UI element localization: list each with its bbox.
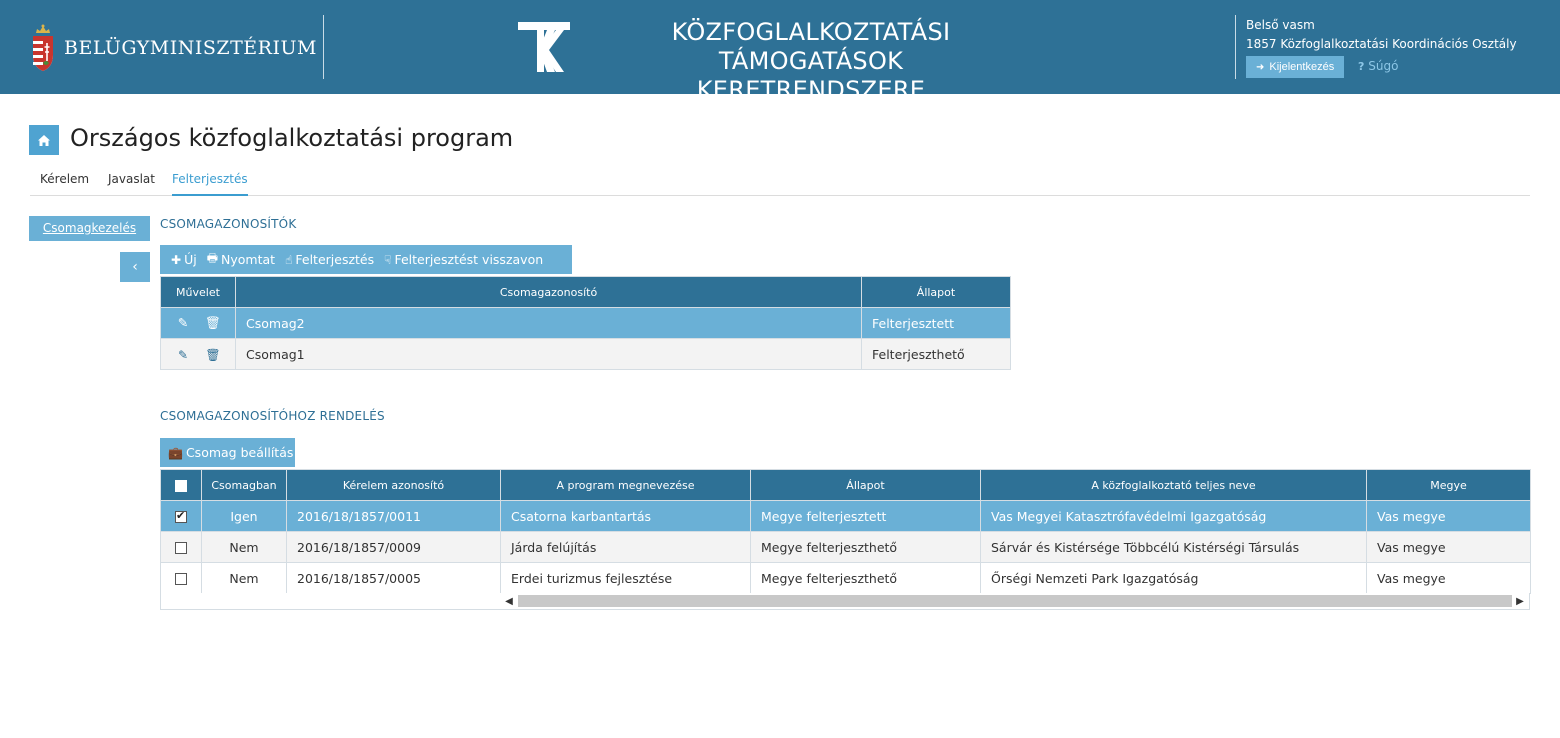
new-button[interactable] xyxy=(171,252,197,267)
briefcase-icon: 💼 xyxy=(168,445,183,460)
tab-felterjesztes[interactable]: Felterjesztés xyxy=(172,172,248,196)
chevron-left-icon: ‹ xyxy=(132,259,138,275)
app-title-line1: KÖZFOGLALKOZTATÁSI TÁMOGATÁSOK xyxy=(671,18,951,75)
tab-javaslat[interactable]: Javaslat xyxy=(108,172,155,186)
scroll-right-icon[interactable]: ▶ xyxy=(1516,595,1524,607)
new-label: Új xyxy=(184,252,197,267)
package-management-button[interactable]: Csomagkezelés xyxy=(29,216,150,241)
app-title-line2: KERETRENDSZERE xyxy=(696,76,926,104)
header-divider xyxy=(1235,15,1236,79)
row-checkbox[interactable] xyxy=(175,542,187,554)
pencil-icon[interactable]: ✎ xyxy=(177,315,189,330)
tab-bar xyxy=(30,166,1530,196)
col-header-employer[interactable]: A közfoglalkoztató teljes neve xyxy=(981,470,1367,501)
col-header-select-all xyxy=(161,470,202,501)
col-header-status[interactable]: Állapot xyxy=(862,277,1011,308)
header-divider xyxy=(323,15,324,79)
cell-county: Vas megye xyxy=(1367,501,1531,532)
user-name: Belső vasm xyxy=(1246,18,1315,32)
top-header xyxy=(0,0,1560,104)
row-checkbox[interactable] xyxy=(175,511,187,523)
user-org: 1857 Közfoglalkoztatási Koordinációs Osztály xyxy=(1246,37,1517,51)
revoke-label: Felterjesztést visszavon xyxy=(394,252,544,267)
cell-county: Vas megye xyxy=(1367,532,1531,563)
col-header-status[interactable]: Állapot xyxy=(751,470,981,501)
col-header-action: Művelet xyxy=(161,277,236,308)
cell-checkbox xyxy=(161,532,202,563)
package-setting-label: Csomag beállítás xyxy=(185,445,294,460)
table-header-row xyxy=(161,470,1531,501)
cell-employer: Sárvár és Kistérsége Többcélú Kistérségi Társulás xyxy=(981,532,1367,563)
user-panel xyxy=(1246,16,1517,78)
scroll-left-icon[interactable]: ◀ xyxy=(505,595,513,607)
ministry-brand xyxy=(30,20,317,76)
print-icon: 🖶 xyxy=(206,251,219,265)
col-header-in-package[interactable]: Csomagban xyxy=(202,470,287,501)
cell-program: Járda felújítás xyxy=(501,532,751,563)
page-title: Országos közfoglalkoztatási program xyxy=(70,124,514,152)
cell-status: Felterjeszthető xyxy=(862,339,1011,370)
home-icon xyxy=(38,135,50,146)
packages-toolbar xyxy=(160,245,572,274)
table-row[interactable] xyxy=(161,308,1011,339)
horizontal-scrollbar[interactable] xyxy=(160,593,1530,610)
col-header-county[interactable]: Megye xyxy=(1367,470,1531,501)
table-row[interactable] xyxy=(161,339,1011,370)
table-row[interactable] xyxy=(161,532,1531,563)
package-setting-button[interactable] xyxy=(168,445,293,460)
help-label: Súgó xyxy=(1368,58,1399,73)
table-row[interactable] xyxy=(161,563,1531,594)
tab-kerelem[interactable]: Kérelem xyxy=(40,172,90,186)
cell-in-package: Igen xyxy=(202,501,287,532)
assignment-toolbar xyxy=(160,438,295,467)
row-actions xyxy=(161,308,236,339)
pencil-icon[interactable]: ✎ xyxy=(177,347,189,362)
row-actions xyxy=(161,339,236,370)
cell-program: Erdei turizmus fejlesztése xyxy=(501,563,751,594)
cell-package-id: Csomag1 xyxy=(236,339,862,370)
logout-icon: ➜ xyxy=(1256,61,1265,73)
logout-label: Kijelentkezés xyxy=(1269,61,1335,73)
logout-button[interactable] xyxy=(1246,56,1344,78)
print-label: Nyomtat xyxy=(221,252,276,267)
help-link[interactable] xyxy=(1358,57,1398,76)
cell-status: Felterjesztett xyxy=(862,308,1011,339)
scrollbar-thumb[interactable] xyxy=(518,595,1512,607)
col-header-package-id[interactable]: Csomagazonosító xyxy=(236,277,862,308)
packages-table xyxy=(160,276,1011,370)
cell-county: Vas megye xyxy=(1367,563,1531,594)
cell-employer: Őrségi Nemzeti Park Igazgatóság xyxy=(981,563,1367,594)
print-button[interactable] xyxy=(207,249,275,270)
trash-icon[interactable]: 🗑 xyxy=(205,347,221,362)
table-header-row xyxy=(161,277,1011,308)
plus-icon: ✚ xyxy=(171,252,182,267)
question-icon: ? xyxy=(1358,59,1365,73)
app-title xyxy=(576,18,1046,105)
cell-employer: Vas Megyei Katasztrófavédelmi Igazgatóság xyxy=(981,501,1367,532)
section-title-assignment: CSOMAGAZONOSÍTÓHOZ RENDELÉS xyxy=(160,409,385,423)
table-row[interactable] xyxy=(161,501,1531,532)
cell-program: Csatorna karbantartás xyxy=(501,501,751,532)
app-logo-icon xyxy=(518,22,570,72)
cell-package-id: Csomag2 xyxy=(236,308,862,339)
assignment-table xyxy=(160,469,1531,594)
cell-status: Megye felterjeszthető xyxy=(751,563,981,594)
cell-in-package: Nem xyxy=(202,532,287,563)
cell-in-package: Nem xyxy=(202,563,287,594)
hand-down-icon: ☟ xyxy=(384,252,392,267)
row-checkbox[interactable] xyxy=(175,573,187,585)
ministry-name: BELÜGYMINISZTÉRIUM xyxy=(64,37,317,59)
cell-request-id: 2016/18/1857/0009 xyxy=(287,532,501,563)
cell-request-id: 2016/18/1857/0005 xyxy=(287,563,501,594)
hand-up-icon: ☝ xyxy=(285,252,293,267)
col-header-program[interactable]: A program megnevezése xyxy=(501,470,751,501)
submit-button[interactable] xyxy=(285,252,374,267)
revoke-button[interactable] xyxy=(384,252,543,267)
cell-checkbox xyxy=(161,501,202,532)
trash-icon[interactable]: 🗑 xyxy=(205,315,221,330)
coat-of-arms-icon xyxy=(30,23,56,73)
home-button[interactable] xyxy=(29,125,59,155)
select-all-checkbox[interactable] xyxy=(175,480,187,492)
col-header-request-id[interactable]: Kérelem azonosító xyxy=(287,470,501,501)
cell-status: Megye felterjesztett xyxy=(751,501,981,532)
cell-request-id: 2016/18/1857/0011 xyxy=(287,501,501,532)
cell-checkbox xyxy=(161,563,202,594)
section-title-packages: CSOMAGAZONOSÍTÓK xyxy=(160,217,297,231)
submit-label: Felterjesztés xyxy=(295,252,375,267)
cell-status: Megye felterjeszthető xyxy=(751,532,981,563)
collapse-sidebar-button[interactable] xyxy=(120,252,150,282)
